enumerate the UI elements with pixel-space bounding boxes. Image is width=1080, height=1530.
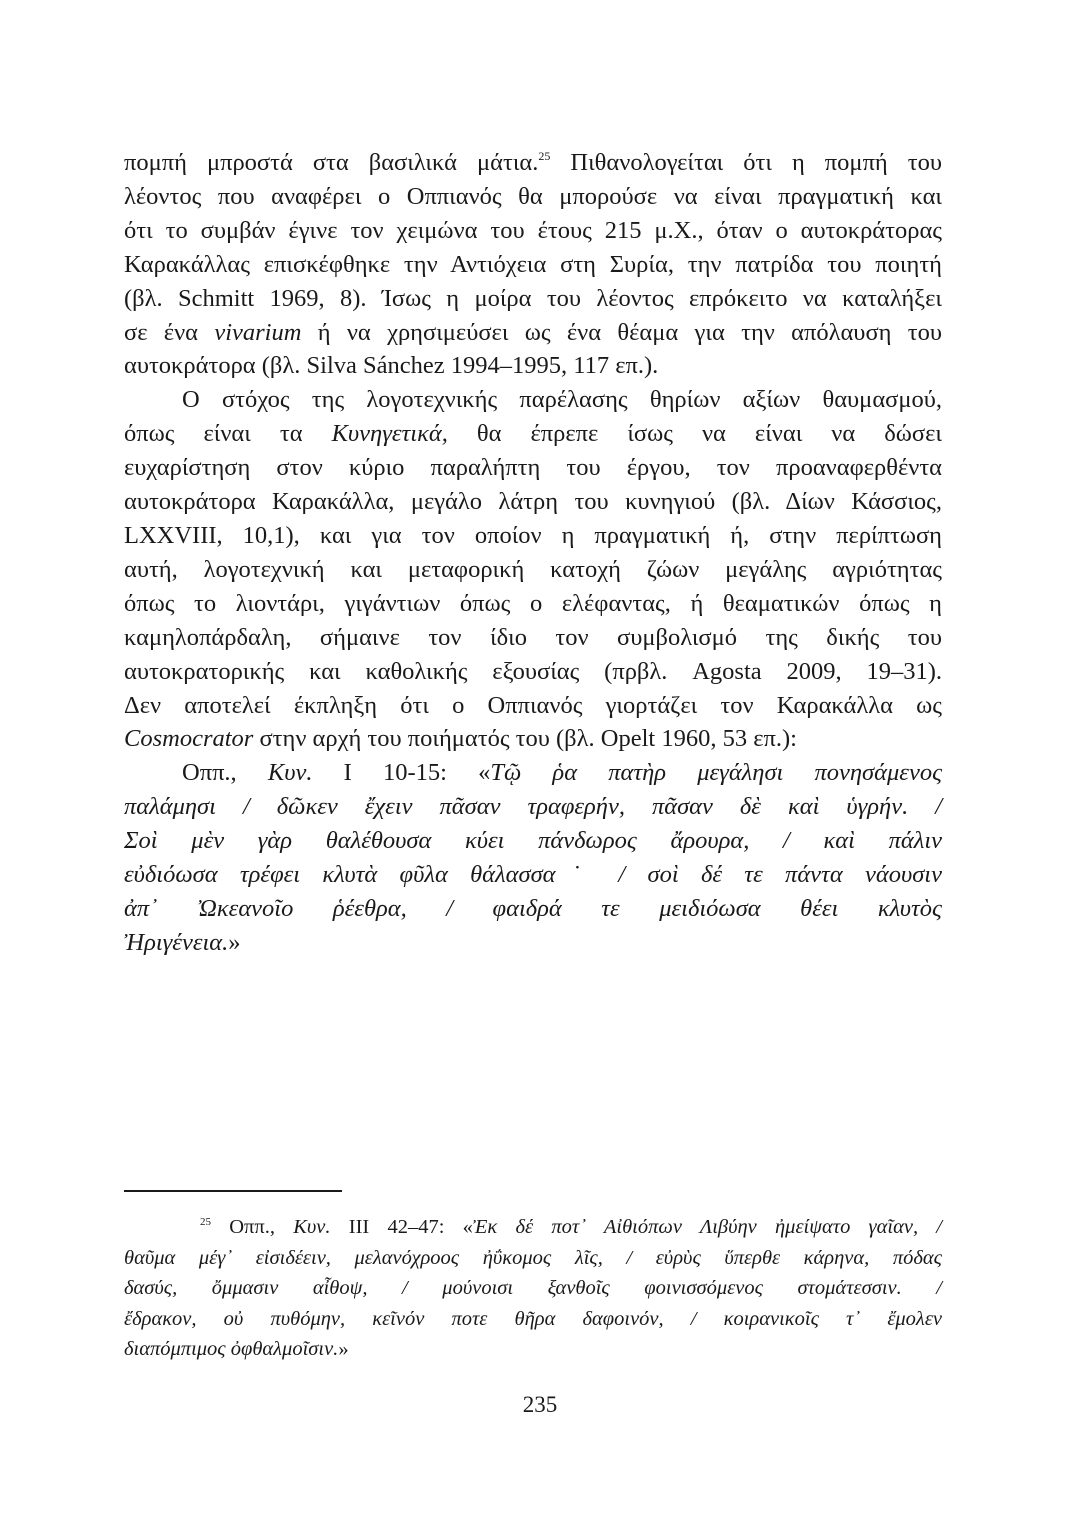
footnote-separator (124, 1190, 342, 1192)
text-line: LXXVIII, 10,1), και για τον οποίον η πραγματική ή, στην περίπτωση (124, 521, 942, 549)
page-number: 235 (522, 1392, 558, 1417)
text-line: καμηλοπάρδαλη, σήμαινε τον ίδιο τον συμβολισμό της δικής του (124, 623, 942, 651)
main-text (124, 146, 942, 960)
text-line: όπως είναι τα Κυνηγετικά, θα έπρεπε ίσως να είναι να δώσει (124, 420, 943, 448)
footnote-25 (124, 1212, 942, 1365)
text-line: Ο στόχος της λογοτεχνικής παρέλασης θηρίων αξίων θαυμασμού, (182, 386, 942, 414)
text-line: αυτοκράτορα (βλ. Silva Sánchez 1994–1995, 117 επ.). (124, 352, 659, 380)
text-line: πομπή μπροστά στα βασιλικά μάτια.$^{25}$ Πιθανολογείται ότι η πομπή του (124, 149, 942, 176)
text-line: εὐδιόωσα τρέφει κλυτὰ φῦλα θάλασσα˙ / σοὶ δέ τε πάντα νάουσιν (124, 861, 942, 889)
text-line: όπως το λιοντάρι, γιγάντιων όπως ο ελέφαντας, ή θεαματικών όπως η (124, 589, 942, 617)
text-line: Δεν αποτελεί έκπληξη ότι ο Οππιανός γιορτάζει τον Καρακάλλα ως (124, 691, 942, 719)
text-line: παλάμησι / δῶκεν ἔχειν πᾶσαν τραφερήν, πᾶσαν δὲ καὶ ὑγρήν. / (124, 793, 942, 821)
text-line: αυτή, λογοτεχνική και μεταφορική κατοχή ζώων μεγάλης αγριότητας (124, 555, 942, 583)
text-line: Cosmocrator στην αρχή του ποιήματός του (βλ. Opelt 1960, 53 επ.): (124, 725, 797, 753)
footnote-reference[interactable]: 25 (538, 149, 551, 163)
text-line: Σοὶ μὲν γὰρ θαλέθουσα κύει πάνδωρος ἄρουρα, / καὶ πάλιν (124, 827, 942, 855)
text-line: αυτοκράτορα Καρακάλλα, μεγάλο λάτρη του κυνηγιού (βλ. Δίων Κάσσιος, (124, 488, 942, 516)
text-line: (βλ. Schmitt 1969, 8). Ίσως η μοίρα του λέοντος επρόκειτο να καταλήξει (124, 284, 942, 312)
paragraph-3-quotation (124, 756, 942, 959)
footnote-line: θαῦμα μέγ᾽ εἰσιδέειν, μελανόχροος ἠΰκομος λῖς, / εὐρὺς ὕπερθε κάρηνα, πόδας (124, 1246, 942, 1269)
footnote-line: δασύς, ὄμμασιν αἶθοψ, / μούνοισι ξανθοῖς φοινισσόμενος στομάτεσσιν. / (124, 1277, 942, 1299)
text-line: Ἠριγένεια.» (124, 928, 241, 956)
paragraph-1 (124, 146, 942, 383)
footnote-line: ἔδρακον, οὐ πυθόμην, κεῖνόν ποτε θῆρα δαφοινόν, / κοιρανικοῖς τ᾽ ἔμολεν (124, 1307, 942, 1330)
text-line: Καρακάλλας επισκέφθηκε την Αντιόχεια στη Συρία, την πατρίδα του ποιητή (124, 250, 942, 278)
text-line: αυτοκρατορικής και καθολικής εξουσίας (πρβλ. Agosta 2009, 19–31). (124, 657, 942, 685)
paragraph-2 (124, 383, 942, 756)
text-line: λέοντος που αναφέρει ο Οππιανός θα μπορούσε να είναι πραγματική και (124, 182, 942, 210)
text-line: ἀπ᾽ Ὠκεανοῖο ῥέεθρα, / φαιδρά τε μειδιόωσα θέει κλυτὸς (124, 894, 942, 922)
footnote-number: 25 (200, 1216, 211, 1228)
text-line: ότι το συμβάν έγινε τον χειμώνα του έτους 215 μ.Χ., όταν ο αυτοκράτορας (124, 216, 942, 244)
footnote-line: διαπόμπιμος ὀφθαλμοῖσιν.» (124, 1338, 349, 1360)
text-line: ευχαρίστηση στον κύριο παραλήπτη του έργου, τον προαναφερθέντα (124, 454, 942, 482)
footnote-line: $^{25}$ Οππ., Κυν. III 42–47: «Ἐκ δέ ποτ᾽ Αἰθιόπων Λιβύην ἠμείψατο γαῖαν, / (200, 1216, 942, 1238)
text-line: Οππ., Κυν. I 10-15: «Τῷ ῥα πατὴρ μεγάλησι πονησάμενος (182, 759, 943, 787)
text-line: σε ένα vivarium ή να χρησιμεύσει ως ένα θέαμα για την απόλαυση του (124, 318, 942, 346)
